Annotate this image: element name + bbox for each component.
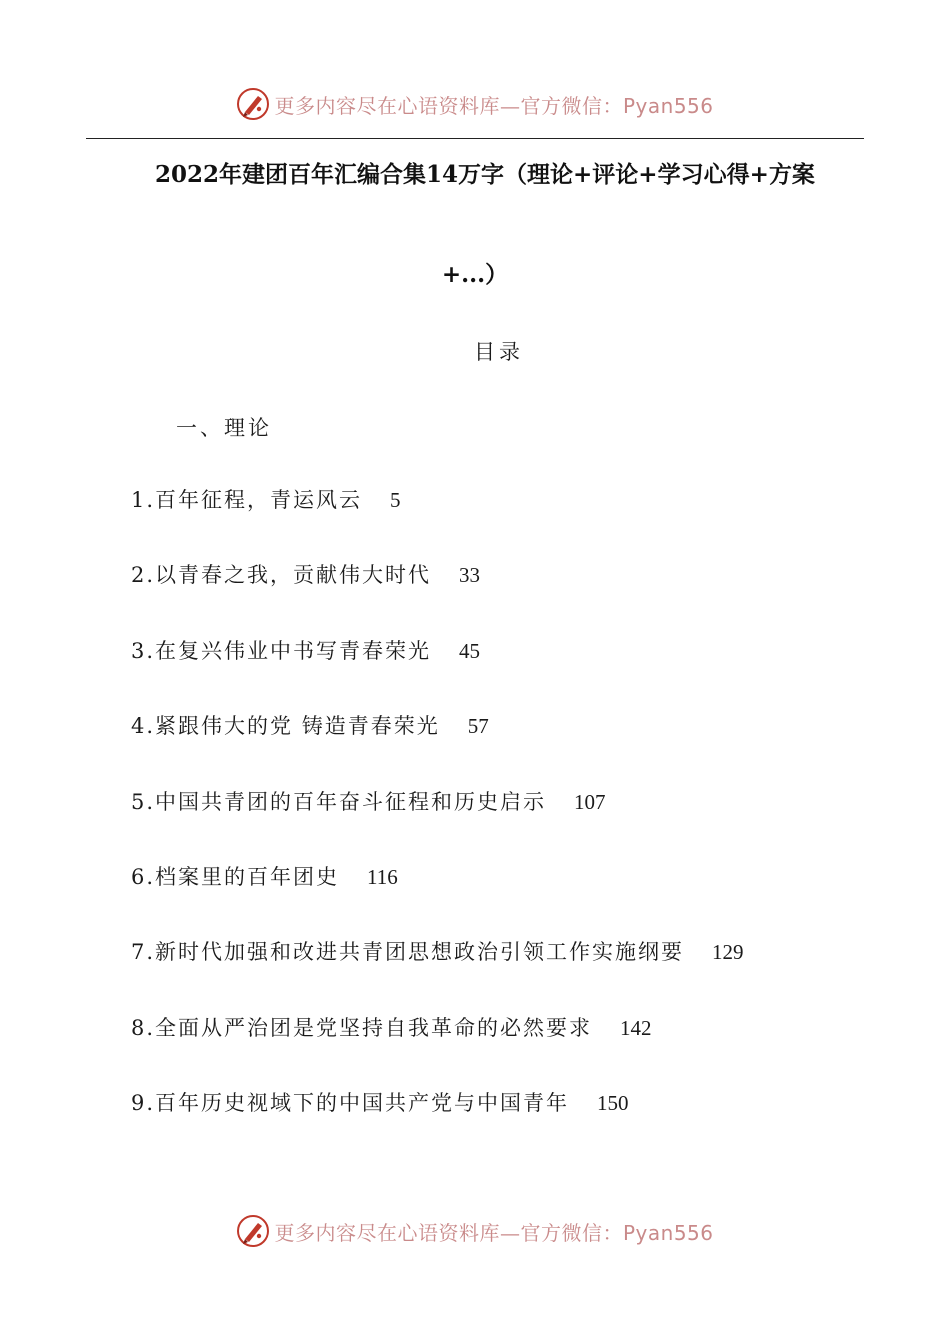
toc-entry[interactable] <box>131 637 744 712</box>
toc-entry[interactable] <box>131 486 744 561</box>
toc-entry-label: 2.以青春之我，贡献伟大时代 <box>131 563 432 588</box>
toc-entry-page: 57 <box>467 714 489 739</box>
toc-entry-page: 45 <box>459 638 481 663</box>
toc-entry-label: 9.百年历史视域下的中国共产党与中国青年 <box>131 1091 570 1116</box>
toc-heading: 目录 <box>474 340 524 364</box>
toc-entry-label: 1.百年征程，青运风云 <box>131 488 363 512</box>
toc-entry[interactable] <box>131 788 744 863</box>
table-of-contents <box>131 486 744 1165</box>
toc-entry-page: 33 <box>459 563 481 588</box>
toc-entry[interactable] <box>131 863 744 938</box>
toc-entry-page: 107 <box>574 789 606 814</box>
toc-entry-page: 116 <box>367 864 398 889</box>
header-watermark <box>0 82 950 126</box>
watermark-text: 更多内容尽在心语资料库—官方微信：Pyan556 <box>274 93 714 118</box>
toc-entry[interactable] <box>131 938 744 1013</box>
toc-entry-page: 5 <box>390 488 401 512</box>
toc-entry[interactable] <box>131 561 744 636</box>
toc-entry-page: 129 <box>712 940 744 965</box>
toc-entry[interactable] <box>131 712 744 787</box>
toc-entry-label: 3.在复兴伟业中书写青春荣光 <box>131 638 432 663</box>
toc-entry-label: 4.紧跟伟大的党 铸造青春荣光 <box>131 714 440 739</box>
toc-entry[interactable] <box>131 1014 744 1089</box>
toc-entry-page: 142 <box>620 1015 652 1040</box>
document-title: 2022年建团百年汇编合集14万字（理论+评论+学习心得+方案 <box>155 161 815 188</box>
toc-entry-label: 8.全面从严治团是党坚持自我革命的必然要求 <box>131 1015 593 1040</box>
toc-entry[interactable] <box>131 1089 744 1164</box>
toc-entry-label: 7.新时代加强和改进共青团思想政治引领工作实施纲要 <box>131 940 685 965</box>
toc-entry-label: 6.档案里的百年团史 <box>131 864 340 889</box>
pen-logo-icon <box>236 1214 270 1248</box>
watermark-text: 更多内容尽在心语资料库—官方微信：Pyan556 <box>274 1220 714 1245</box>
section-heading: 一、理论 <box>176 416 272 440</box>
header-rule <box>86 138 864 139</box>
toc-entry-page: 150 <box>597 1091 629 1116</box>
document-title-continuation: +...） <box>441 261 509 288</box>
footer-watermark <box>0 1209 950 1253</box>
pen-logo-icon <box>236 87 270 121</box>
toc-entry-label: 5.中国共青团的百年奋斗征程和历史启示 <box>131 789 547 814</box>
